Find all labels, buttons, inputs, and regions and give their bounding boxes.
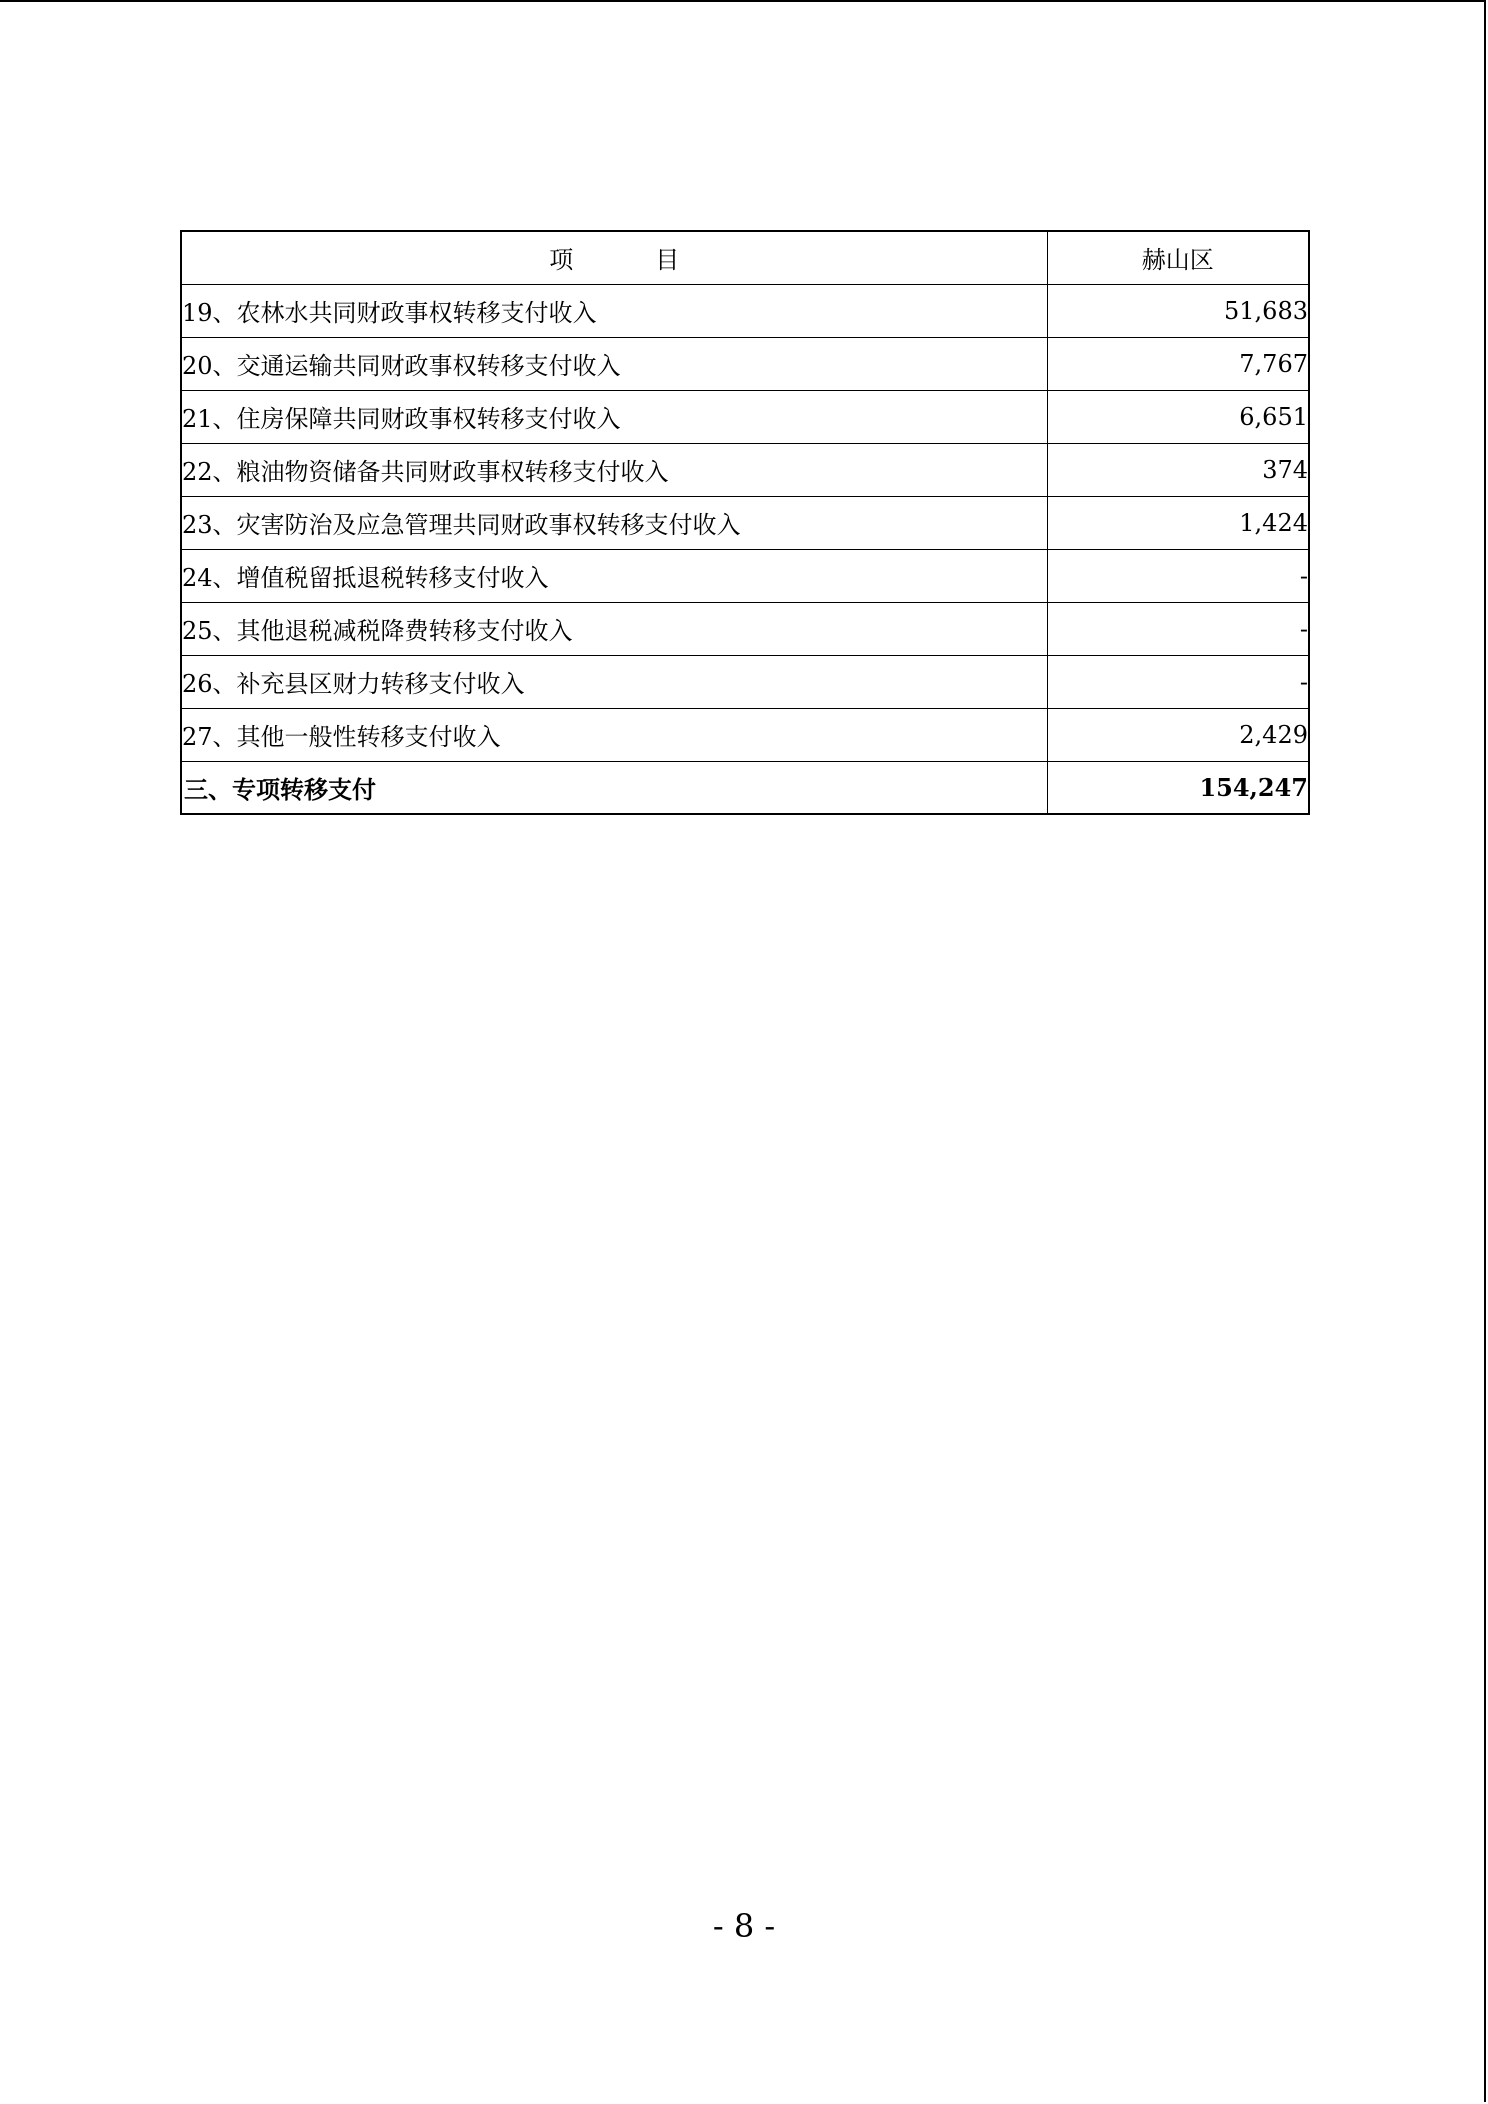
header-region-column: 赫山区: [1047, 231, 1309, 284]
table-row: [181, 602, 1309, 655]
row-label: 23、灾害防治及应急管理共同财政事权转移支付收入: [181, 496, 1047, 549]
row-label: 22、粮油物资储备共同财政事权转移支付收入: [181, 443, 1047, 496]
row-value: 6,651: [1047, 390, 1309, 443]
table-row: [181, 443, 1309, 496]
table-total-row: [181, 761, 1309, 814]
table-row: [181, 496, 1309, 549]
header-item-right: 目: [655, 246, 680, 275]
page-number: - 8 -: [712, 1907, 776, 1945]
row-value: -: [1047, 602, 1309, 655]
row-label: 25、其他退税减税降费转移支付收入: [181, 602, 1047, 655]
total-value: 154,247: [1047, 761, 1309, 814]
header-item-left: 项: [549, 246, 574, 275]
row-value: 7,767: [1047, 337, 1309, 390]
row-value: 51,683: [1047, 284, 1309, 337]
row-label: 24、增值税留抵退税转移支付收入: [181, 549, 1047, 602]
table-row: [181, 549, 1309, 602]
row-value: -: [1047, 549, 1309, 602]
table-row: [181, 284, 1309, 337]
table-row: [181, 655, 1309, 708]
row-label: 26、补充县区财力转移支付收入: [181, 655, 1047, 708]
row-label: 19、农林水共同财政事权转移支付收入: [181, 284, 1047, 337]
row-label: 20、交通运输共同财政事权转移支付收入: [181, 337, 1047, 390]
transfer-payment-table: [180, 230, 1310, 815]
row-value: 374: [1047, 443, 1309, 496]
row-label: 21、住房保障共同财政事权转移支付收入: [181, 390, 1047, 443]
total-label: 三、专项转移支付: [181, 761, 1047, 814]
table-row: [181, 337, 1309, 390]
header-item-column: [181, 231, 1047, 284]
table-row: [181, 390, 1309, 443]
table-header-row: [181, 231, 1309, 284]
row-label: 27、其他一般性转移支付收入: [181, 708, 1047, 761]
table-row: [181, 708, 1309, 761]
row-value: 1,424: [1047, 496, 1309, 549]
row-value: -: [1047, 655, 1309, 708]
row-value: 2,429: [1047, 708, 1309, 761]
